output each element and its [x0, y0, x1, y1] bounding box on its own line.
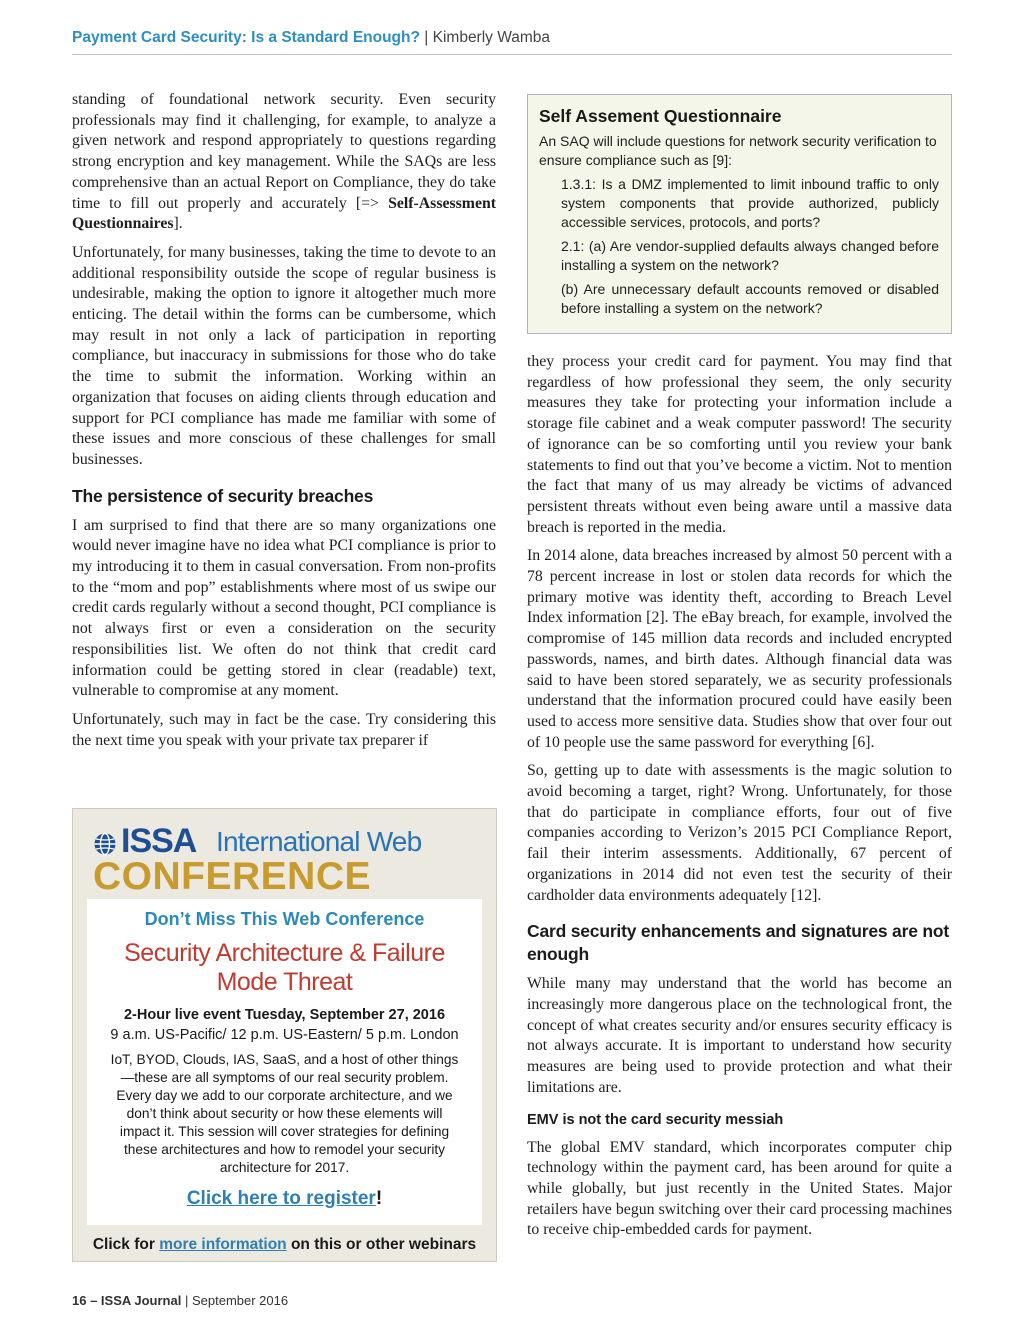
globe-icon [93, 832, 117, 856]
running-head-author: Kimberly Wamba [432, 29, 551, 46]
ad-event-time: 9 a.m. US-Pacific/ 12 p.m. US-Eastern/ 5 p.m. London [110, 1027, 459, 1043]
running-head [72, 28, 952, 48]
heading-card-security: Card security enhancements and signatures are not enough [527, 921, 950, 965]
ad-footer-post: on this or other webinars [290, 1236, 477, 1253]
sidebar-question-3: (b) Are unnecessary default accounts removed or disabled before installing a system on the network? [561, 281, 939, 316]
saq-cross-reference: Self-Assessment Questionnaires [72, 194, 496, 233]
right-paragraph-2: In 2014 alone, data breaches increased by almost 50 percent with a 78 percent increase in lost or stolen data records for which the primary motive was identity theft, according to Breach Level Index information [2]. The eBay breach, for example, involved the compromise of 145 million data records and included encrypted passwords, names, and birth dates. Although financial data was said to have been stored separately, we as security professionals understand that the information procured could have easily been used to access more sensitive data. Studies show that over four out of 10 people use the same password for everything [6]. [527, 547, 952, 751]
right-column [527, 352, 952, 1249]
right-paragraph-1: they process your credit card for payment. You may find that regardless of how professional they seem, the only security measures they take for protecting your information include a storage file cabinet and a weak computer password! The security of ignorance can be so comforting until you review your bank statements to find out that you’ve become a victim. Not to mention the fact that many of us may already be victims of advanced persistent threats without even being aware until a massive data breach is reported in the media. [527, 353, 952, 536]
issa-conference-logo [91, 819, 481, 897]
register-link[interactable]: Click here to register [186, 1188, 376, 1209]
ad-dont-miss: Don’t Miss This Web Conference [144, 909, 425, 929]
sidebar-question-2: 2.1: (a) Are vendor-supplied defaults always changed before installing a system on the network? [561, 238, 939, 273]
ad-details-panel [87, 899, 482, 1225]
sidebar-intro: An SAQ will include questions for network security verification to ensure compliance such as [9]: [539, 133, 937, 168]
sidebar-title: Self Assement Questionnaire [539, 106, 782, 126]
right-paragraph-4: While many may understand that the world has become an increasingly more dangerous place on the technological front, the concept of what creates security and/or ensures security efficacy is not always accurate. It is important to understand how security measures are being used to provide protection and what their limitations are. [527, 975, 952, 1096]
ad-footer [73, 1235, 496, 1255]
more-information-link[interactable]: more information [159, 1236, 287, 1253]
page-footer [72, 1292, 288, 1310]
logo-conference: CONFERENCE [93, 855, 372, 898]
folio-page-journal: 16 – ISSA Journal [72, 1293, 182, 1308]
running-head-separator: | [424, 29, 429, 46]
left-column [72, 90, 496, 759]
left-paragraph-1-end: ]. [173, 215, 183, 233]
folio-separator: | [184, 1293, 189, 1308]
left-paragraph-3: I am surprised to find that there are so many organizations one would never imagine have no idea what PCI compliance is prior to my introducing it to them in casual conversation. From non-profits to the “mom and pop” establishments where most of us swipe our credit cards regularly without a second thought, PCI compliance is not always first or even a consideration on the security responsibilities list. We often do not think that credit card information could be getting stored in clear (readable) text, vulnerable to compromise at any moment. [72, 516, 496, 700]
header-divider [72, 54, 952, 55]
right-paragraph-5: The global EMV standard, which incorporates computer chip technology within the payment card, has been around for quite a while globally, but just recently in the United States. Major retailers have begun switching over their card processing machines to receive chip-embedded cards for payment. [527, 1138, 952, 1239]
left-paragraph-2: Unfortunately, for many businesses, taking the time to devote to an additional responsibility outside the scope of regular business is undesirable, making the option to ignore it altogether much more enticing. The detail within the forms can be cumbersome, which may result in not only a lack of participation in reporting compliance, but inaccuracy in submissions for those who do take the time to submit the information. Working within an organization that focuses on aiding clients through education and support for PCI compliance has made me familiar with some of these issues and more conscious of these challenges for small businesses. [72, 243, 496, 468]
left-paragraph-1 [72, 90, 496, 235]
right-paragraph-3: So, getting up to date with assessments is the magic solution to avoid becoming a target, right? Wrong. Unfortunately, for those that do participate in compliance efforts, four out of five companies according to Verizon’s 2015 PCI Compliance Report, fail their interim assessments. Additionally, 67 percent of organizations in 2014 did not even test the security of their cardholder data environments adequately [12]. [527, 762, 952, 904]
sidebar-question-1: 1.3.1: Is a DMZ implemented to limit inbound traffic to only system components that provide authorized, publicly accessible services, protocols, and ports? [561, 176, 939, 230]
ad-register [105, 1187, 464, 1211]
left-paragraph-4: Unfortunately, such may in fact be the case. Try considering this the next time you speak with your private tax preparer if [72, 710, 496, 749]
logo-issa: ISSA [121, 822, 197, 860]
heading-persistence: The persistence of security breaches [72, 485, 374, 506]
register-exclamation: ! [375, 1188, 383, 1209]
ad-footer-pre: Click for [92, 1236, 155, 1253]
saq-sidebar [527, 94, 952, 334]
folio-date: September 2016 [191, 1293, 289, 1308]
conference-ad [72, 808, 497, 1262]
left-paragraph-1-text: standing of foundational network security. Even security professionals may find it challenging, for example, to analyze a given network and respond appropriately to questions regarding strong encryption and key management. While the SAQs are less comprehensive than an actual Report on Compliance, they do take time to fill out properly and accurately [=> [72, 91, 496, 212]
ad-event-date: 2-Hour live event Tuesday, September 27, 2016 [123, 1007, 446, 1023]
ad-description: IoT, BYOD, Clouds, IAS, SaaS, and a host of other things—these are all symptoms of our real security problem. Every day we add to our corporate architecture, and we don’t think about security or how these elements will impact it. This session will cover strategies for defining these architectures and how to remodel your security architecture for 2017. [110, 1052, 459, 1175]
heading-emv: EMV is not the card security messiah [527, 1111, 784, 1128]
logo-international-web: International Web [216, 826, 422, 857]
ad-session-title: Security Architecture & Failure Mode Threat [124, 939, 445, 996]
running-head-title: Payment Card Security: Is a Standard Enough? [72, 29, 420, 46]
